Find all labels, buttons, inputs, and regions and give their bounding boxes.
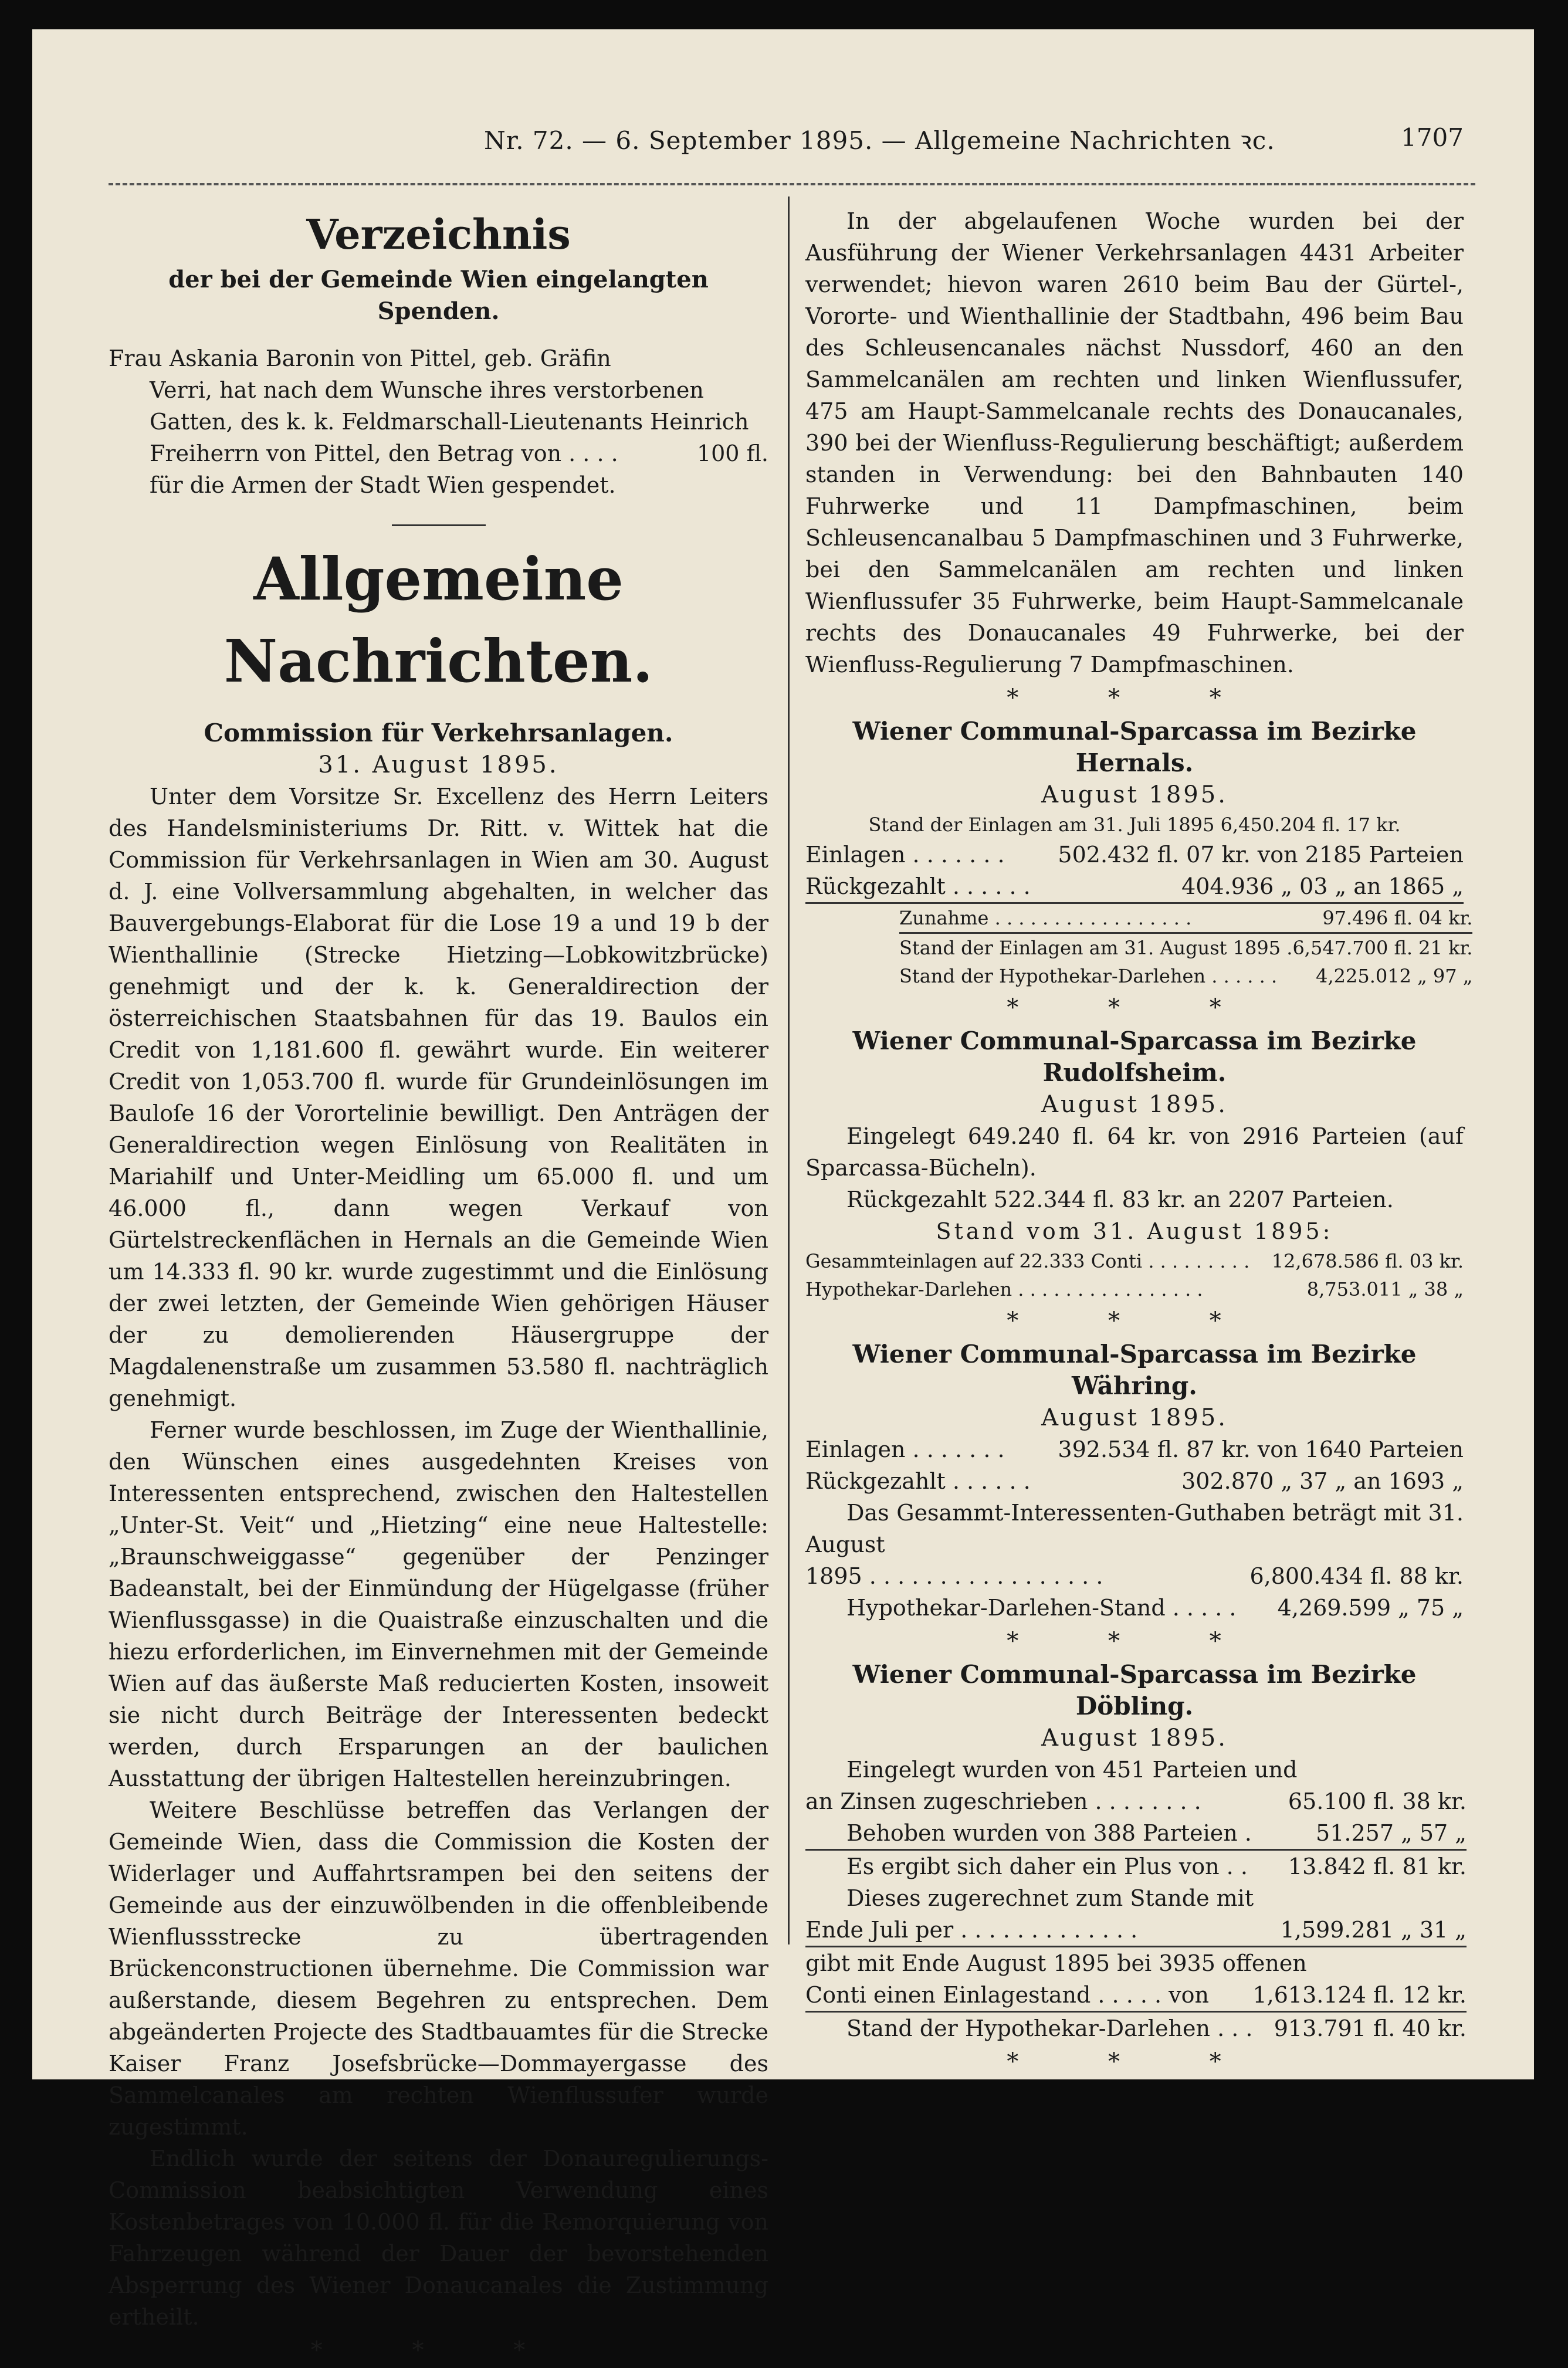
section-rule: [392, 524, 486, 526]
table-row: [805, 2012, 1467, 2045]
table-row: [805, 1247, 1464, 1275]
verzeichnis-line: Verri, hat nach dem Wunsche ihres verstorbenen: [150, 377, 704, 403]
section-stars: * * *: [310, 2337, 567, 2364]
waehring-month: August 1895.: [1041, 1404, 1228, 1431]
left-column: [109, 205, 768, 2368]
waehring-rueck-value: 302.870 „ 37 „ an 1693 „: [1181, 1468, 1464, 1494]
doebling-gibt-line: gibt mit Ende August 1895 bei 3935 offenen: [805, 1950, 1307, 1976]
table-row: [805, 1850, 1467, 1883]
table-row: [805, 1979, 1467, 2012]
doebling-conti-value: 1,613.124 fl. 12 kr.: [1252, 1979, 1467, 2012]
verzeichnis-subtitle: der bei der Gemeinde Wien eingelangten Spenden.: [168, 266, 709, 325]
hernals-stand-label: Stand der Einlagen am 31. August 1895 .: [899, 937, 1293, 959]
verzeichnis-line: Frau Askania Baronin von Pittel, geb. Gräfin: [109, 345, 611, 371]
table-row: [805, 1882, 1467, 1914]
verzeichnis-title: Verzeichnis: [306, 210, 571, 259]
doebling-behoben-value: 51.257 „ 57 „: [1252, 1817, 1467, 1850]
doebling-month: August 1895.: [1041, 1725, 1228, 1752]
hernals-rueck-value: 404.936 „ 03 „ an 1865 „: [1040, 870, 1464, 903]
table-row: [805, 1465, 1464, 1497]
doebling-plus-label: Es ergibt sich daher ein Plus von . .: [846, 1854, 1248, 1879]
table-row: [899, 933, 1472, 963]
hernals-zunahme-label: Zunahme . . . . . . . . . . . . . . . . .: [899, 904, 1292, 933]
rudolfsheim-hypo-label: Hypothekar-Darlehen . . . . . . . . . . . . . . . .: [805, 1278, 1203, 1300]
verzeichnis-line-text: Freiherrn von Pittel, den Betrag von . . . .: [150, 441, 618, 466]
table-row: [805, 1817, 1467, 1850]
table-row: [805, 1914, 1467, 1947]
doebling-behoben-label: Behoben wurden von 388 Parteien .: [805, 1817, 1252, 1850]
section-stars: * * *: [1007, 994, 1262, 1021]
doebling-table: [805, 1786, 1467, 2044]
verzeichnis-line: Gatten, des k. k. Feldmarschall-Lieutenants Heinrich: [150, 409, 749, 435]
section-stars: * * *: [1007, 1628, 1262, 1655]
section-stars: * * *: [1007, 685, 1262, 712]
hernals-table: [805, 839, 1464, 904]
waehring-hypo-value: 4,269.599 „ 75 „: [1277, 1595, 1464, 1621]
hernals-rueck-label: Rückgezahlt . . . . . .: [805, 870, 1040, 903]
running-title: Nr. 72. — 6. September 1895. — Allgemeine Nachrichten ꝛc.: [484, 126, 1275, 155]
waehring-guthaben-line: Das Gesammt-Interessenten-Guthaben beträgt mit 31. August: [805, 1500, 1464, 1557]
hernals-summary-table: [899, 904, 1472, 990]
hernals-stand-note: Stand der Einlagen am 31. Juli 1895 6,450.204 fl. 17 kr.: [868, 814, 1401, 836]
hernals-einlagen-value: 502.432 fl. 07 kr. von 2185 Parteien: [1058, 842, 1464, 868]
table-row: [805, 1786, 1467, 1817]
verzeichnis-line: für die Armen der Stadt Wien gespendet.: [150, 472, 616, 498]
commission-paragraph: Unter dem Vorsitze Sr. Excellenz des Herrn Leiters des Handelsministeriums Dr. Ritt. v. Wittek hat die Commission für Verkehrsanlagen in Wien am 30. August d. J. eine Vollversammlung abgehalten, in welcher das Bauvergebungs-Elaborat für die Lose 19 a und 19 b der Wienthallinie (Strecke Hietzing—Lobkowitzbrücke) genehmigt und der k. k. Generaldirection der österreichischen Staatsbahnen für das 19. Baulos ein Credit von 1,181.600 fl. gewährt wurde. Ein weiterer Credit von 1,053.700 fl. wurde für Grundeinlösungen im Bauloſe 16 der Vorortelinie bewilligt. Den Anträgen der Generaldirection wegen Einlösung von Realitäten in Mariahilf und Unter-Meidling um 65.000 fl. und um 46.000 fl., dann wegen Verkauf von Gürtelstreckenflächen in Hernals an die Gemeinde Wien um 14.333 fl. 90 kr. wurde zugestimmt und die Einlösung der zwei letzten, der Gemeinde Wien gehörigen Häuser der zu demolierenden Häusergruppe der Magdalenenstraße um zusammen 53.580 fl. nachträglich genehmigt.: [109, 784, 768, 1411]
table-row: [805, 839, 1464, 870]
table-row: [805, 1947, 1467, 1980]
commission-paragraph: Endlich wurde der seitens der Donauregulierungs-Commission beabsichtigten Verwendung eines Kostenbetrages von 10.000 fl. für die Remorquierung von Fahrzeugen während der Dauer der bevorstehenden Absperrung des Wiener Donaucanales die Zustimmung ertheilt.: [109, 2146, 768, 2330]
doebling-conti-label: Conti einen Einlagestand . . . . . von: [805, 1979, 1252, 2012]
commission-title: Commission für Verkehrsanlagen.: [204, 719, 673, 747]
hernals-hypo-label: Stand der Hypothekar-Darlehen . . . . . .: [899, 965, 1278, 987]
rudolfsheim-ges-value: 12,678.586 fl. 03 kr.: [1271, 1250, 1464, 1272]
main-title: Allgemeine Nachrichten.: [223, 544, 653, 696]
rudolfsheim-month: August 1895.: [1041, 1091, 1228, 1118]
rudolfsheim-rueck: Rückgezahlt 522.344 fl. 83 kr. an 2207 Parteien.: [846, 1187, 1394, 1212]
doebling-hypo-value: 913.791 fl. 40 kr.: [1274, 2015, 1467, 2041]
rudolfsheim-hypo-value: 8,753.011 „ 38 „: [1306, 1278, 1464, 1300]
waehring-guthaben-label: 1895 . . . . . . . . . . . . . . . . .: [805, 1563, 1103, 1589]
doebling-hypo-label: Stand der Hypothekar-Darlehen . . .: [846, 2015, 1253, 2041]
donation-amount: 100 fl.: [696, 441, 768, 466]
commission-paragraph: Ferner wurde beschlossen, im Zuge der Wienthallinie, den Wünschen eines ausgedehnten Kreises von Interessenten entsprechend, zwischen den Haltestellen „Unter-St. Veit“ und „Hietzing“ eine neue Haltestelle: „Braunschweiggasse“ gegenüber der Penzinger Badeanstalt, bei der Einmündung der Hügelgasse (früher Wienflussgasse) in die Quaistraße einzuschalten und die hiezu erforderlichen, im Einvernehmen mit der Gemeinde Wien auf das äußerste Maß reducierten Kosten, insoweit sie nicht durch Beiträge der Interessenten bedeckt werden, durch Ersparungen an der baulichen Ausstattung der übrigen Haltestellen hereinzubringen.: [109, 1417, 768, 1791]
commission-date: 31. August 1895.: [318, 751, 559, 778]
table-row: [805, 870, 1464, 903]
column-divider: [788, 197, 790, 1944]
doebling-dieses-line: Dieses zugerechnet zum Stande mit: [846, 1885, 1254, 1911]
waehring-guthaben-value: 6,800.434 fl. 88 kr.: [1249, 1563, 1464, 1589]
hernals-month: August 1895.: [1041, 781, 1228, 808]
waehring-guthaben-table: [805, 1560, 1464, 1624]
newspaper-page: [32, 29, 1534, 2364]
section-stars: * * *: [1007, 1307, 1262, 1334]
hernals-title: Wiener Communal-Sparcassa im Bezirke Hernals.: [852, 717, 1417, 777]
waehring-einlagen-label: Einlagen . . . . . . .: [805, 1437, 1005, 1462]
workers-paragraph: In der abgelaufenen Woche wurden bei der Ausführung der Wiener Verkehrsanlagen 4431 Arbeiter verwendet; hievon waren 2610 beim Bau der Gürtel-, Vororte- und Wienthallinie der Stadtbahn, 496 beim Bau des Schleusencanales nächst Nussdorf, 460 an den Sammelcanälen am rechten und linken Wienflussufer, 475 am Haupt-Sammelcanale rechts des Donaucanales, 390 bei der Wienfluss-Regulierung beschäftigt; außerdem standen in Verwendung: bei den Bahnbauten 140 Fuhrwerke und 11 Dampfmaschinen, beim Schleusencanalbau 5 Dampfmaschinen und 3 Fuhrwerke, bei den Sammelcanälen am rechten und linken Wienflussufer 35 Fuhrwerke, beim Haupt-Sammelcanale rechts des Donaucanales 49 Fuhrwerke, bei der Wienfluss-Regulierung 7 Dampfmaschinen.: [805, 208, 1464, 677]
hernals-einlagen-label: Einlagen . . . . . . .: [805, 842, 1005, 868]
page-number: 1707: [1401, 123, 1464, 152]
section-stars: * * *: [1007, 2048, 1262, 2075]
table-row: [899, 962, 1472, 990]
waehring-hypo-label: Hypothekar-Darlehen-Stand . . . . .: [846, 1595, 1237, 1621]
hernals-stand-value: 6,547.700 fl. 21 kr.: [1292, 937, 1473, 959]
header-rule: [109, 183, 1475, 185]
hernals-zunahme-value: 97.496 fl. 04 kr.: [1292, 904, 1472, 933]
doebling-plus-value: 13.842 fl. 81 kr.: [1288, 1854, 1467, 1879]
doebling-line: Eingelegt wurden von 451 Parteien und: [846, 1757, 1298, 1783]
page-header: [109, 117, 1475, 164]
rudolfsheim-title: Wiener Communal-Sparcassa im Bezirke Rudolfsheim.: [852, 1027, 1417, 1087]
doebling-zinsen-value: 65.100 fl. 38 kr.: [1288, 1788, 1467, 1814]
rudolfsheim-table: [805, 1247, 1464, 1303]
waehring-title: Wiener Communal-Sparcassa im Bezirke Währing.: [852, 1340, 1417, 1400]
table-row: [805, 1275, 1464, 1303]
rudolfsheim-eingelegt: Eingelegt 649.240 fl. 64 kr. von 2916 Parteien (auf Sparcassa-Bücheln).: [805, 1123, 1464, 1181]
waehring-table: [805, 1434, 1464, 1497]
commission-paragraph: Weitere Beschlüsse betreffen das Verlangen der Gemeinde Wien, dass die Commission die Kosten der Widerlager und Auffahrtsrampen bei den seitens der Gemeinde aus der einzuwölbenden in die offenbleibende Wienflussstrecke zu übertragenden Brückenconstructionen übernehme. Die Commission war außerstande, diesem Begehren zu entsprechen. Dem abgeänderten Projecte des Stadtbauamtes für die Strecke Kaiser Franz Josefsbrücke—Dommayergasse des Sammelcanales am rechten Wienflussufer wurde zugestimmt.: [109, 1797, 768, 2140]
doebling-zinsen-label: an Zinsen zugeschrieben . . . . . . . .: [805, 1788, 1201, 1814]
table-row: [899, 904, 1472, 933]
table-row: [805, 1560, 1464, 1592]
doebling-juli-value: 1,599.281 „ 31 „: [1252, 1914, 1467, 1947]
right-column: [805, 205, 1473, 2079]
doebling-juli-label: Ende Juli per . . . . . . . . . . . . .: [805, 1914, 1252, 1947]
waehring-rueck-label: Rückgezahlt . . . . . .: [805, 1468, 1031, 1494]
rudolfsheim-ges-label: Gesammteinlagen auf 22.333 Conti . . . . . . . . .: [805, 1250, 1250, 1272]
doebling-title: Wiener Communal-Sparcassa im Bezirke Döbling.: [852, 1660, 1417, 1720]
table-row: [805, 1434, 1464, 1465]
rudolfsheim-stand-heading: Stand vom 31. August 1895:: [936, 1218, 1333, 1244]
hernals-hypo-value: 4,225.012 „ 97 „: [1316, 965, 1473, 987]
table-row: [805, 1592, 1464, 1624]
verzeichnis-line: [109, 438, 768, 469]
waehring-einlagen-value: 392.534 fl. 87 kr. von 1640 Parteien: [1058, 1437, 1464, 1462]
